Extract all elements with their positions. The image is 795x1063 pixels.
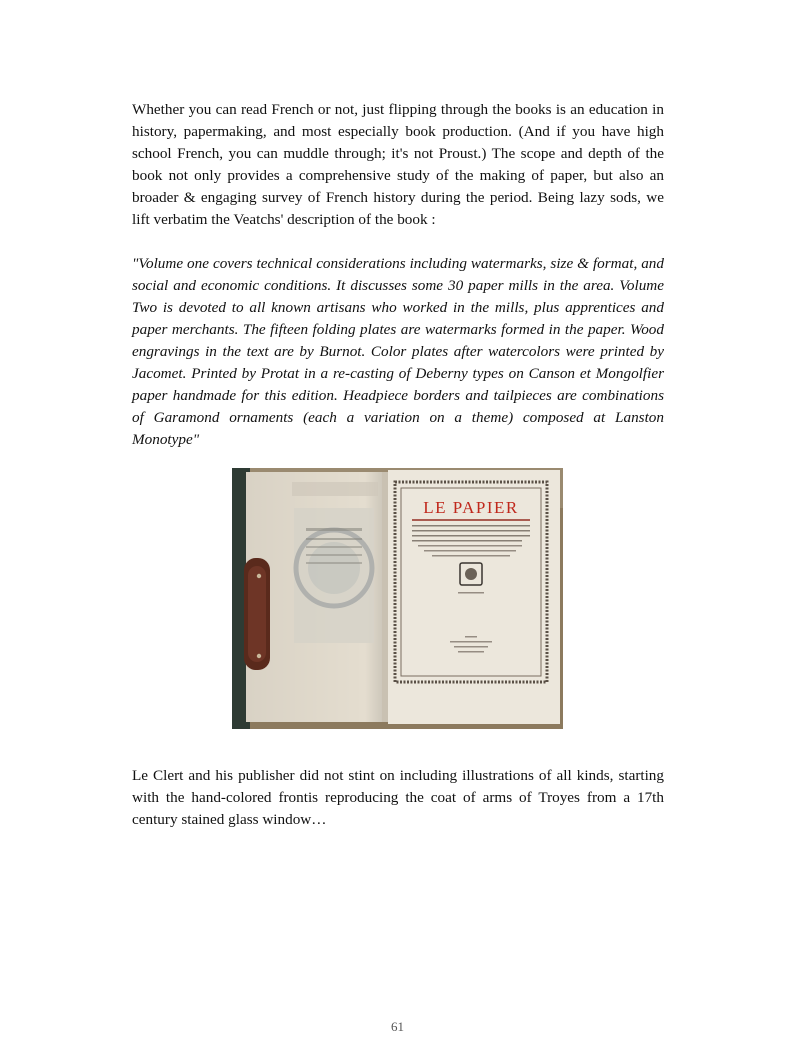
illustrations-paragraph: Le Clert and his publisher did not stint on including illustrations of all kinds, starting with the hand-colored frontis reproducing the coat of arms of Troyes from a 17th century stained glass window… [132,767,664,828]
intro-paragraph: Whether you can read French or not, just flipping through the books is an education in history, papermaking, and most especially book production. (And if you have high school French, you can muddle through; it's not Proust.) The scope and depth of the book not only provides a comprehensive study of the making of paper, but also an broader & engaging survey of French history during the period. Being lazy sods, we lift verbatim the Veatchs' description of the book : [132,101,664,228]
book-photograph [232,468,563,729]
svg-text:LE PAPIER: LE PAPIER [423,498,519,517]
page-number: 61 [391,1019,404,1034]
title-page-heading [423,498,519,517]
veatch-description-quote: "Volume one covers technical considerations including watermarks, size & format, and social and economic conditions. It discusses some 30 paper mills in the area. Volume Two is devoted to all known artisans who worked in the mills, plus apprentices and paper merchants. The fifteen folding plates are watermarks formed in the paper. Wood engravings in the text are by Burnot. Color plates after watercolors were printed by Jacomet. Printed by Protat in a re-casting of Deberny types on Canson et Mongolfier paper handmade for this edition. Headpiece borders and tailpieces are combinations of Garamond ornaments (each a variation on a theme) composed at Lanston Monotype" [132,255,664,448]
